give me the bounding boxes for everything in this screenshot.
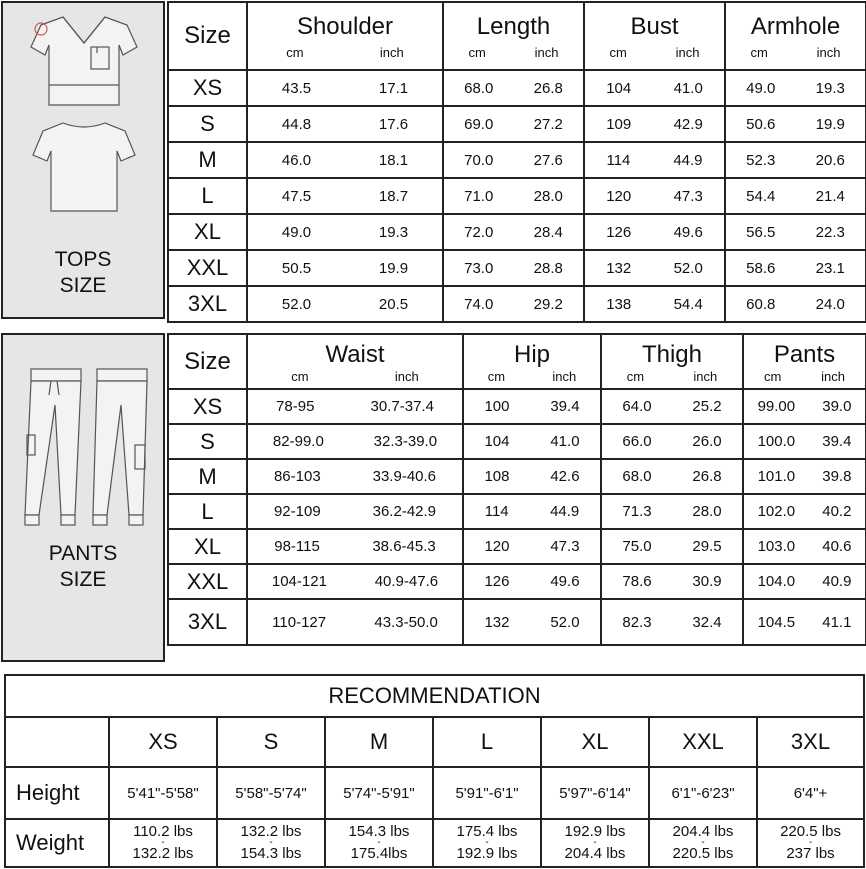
weight-to: 220.5 lbs [672,845,734,862]
value-cell: 60.8 [746,295,776,313]
pants-size-table [167,333,866,646]
table-row [168,599,866,645]
weight-to: 132.2 lbs [132,845,194,862]
unit-label: cm [609,45,627,60]
value-cell: 126 [606,223,632,241]
unit-label: cm [626,368,645,384]
value-cell: 18.1 [378,151,409,169]
jogger-pants-icon [5,365,165,555]
value-cell: 114 [606,151,631,169]
value-cell: 52.0 [550,613,580,631]
value-cell: 46.0 [281,151,312,169]
table-row [168,142,866,178]
height-cell: 6'1"-6'23" [649,767,757,819]
pants-label-line1: PANTS [48,542,118,565]
value-cell: 54.4 [673,295,703,313]
value-cell: 101.0 [757,468,796,485]
tops-col-header [584,2,725,70]
value-cell: 78-95 [276,398,315,415]
value-cell: 43.5 [281,79,312,97]
size-cell: 3XL [757,717,864,767]
size-cell: S [168,424,247,459]
value-cell: 27.6 [533,151,563,169]
value-cell: 108 [484,468,510,485]
pants-label-line2: SIZE [59,568,107,591]
unit-label: cm [291,368,309,384]
tops-size-header: Size [168,2,247,70]
value-cell: 109 [606,115,632,133]
unit-label: cm [763,368,782,384]
value-cell: 36.2-42.9 [372,503,437,520]
value-cell: 126 [484,573,510,590]
value-cell: 30.9 [692,573,722,590]
tops-label-line1: TOPS [54,248,112,271]
value-cell: 32.3-39.0 [373,433,438,450]
value-cell: 49.6 [673,223,703,241]
weight-separator: - [593,837,597,848]
value-cell: 49.0 [746,79,776,97]
size-cell: XS [168,389,247,424]
size-cell: XXL [649,717,757,767]
weight-from: 204.4 lbs [672,823,734,840]
size-cell: XXL [168,250,247,286]
pants-col-name: Thigh [641,340,703,368]
value-cell: 29.2 [533,295,563,313]
unit-label: inch [394,368,419,384]
weight-from: 192.9 lbs [564,823,626,840]
value-cell: 71.0 [464,187,494,205]
pants-header-row [168,334,866,389]
value-cell: 104-121 [271,573,327,590]
value-cell: 110-127 [272,613,327,631]
value-cell: 17.1 [378,79,409,97]
size-cell: XS [109,717,217,767]
size-cell: XL [168,529,247,564]
value-cell: 104.0 [757,573,796,590]
weight-separator: - [269,837,273,848]
value-cell: 103.0 [757,538,796,555]
tops-col-name: Length [476,13,551,40]
value-cell: 44.8 [281,115,312,133]
tops-col-name: Armhole [750,13,841,40]
unit-label: cm [750,45,768,60]
unit-label: inch [379,45,404,60]
value-cell: 33.9-40.6 [372,468,437,485]
value-cell: 138 [606,295,632,313]
size-cell: 3XL [168,286,247,322]
recommendation-table [4,674,865,868]
value-cell: 120 [606,187,632,205]
value-cell: 28.0 [533,187,563,205]
pants-col-header [247,334,463,389]
value-cell: 20.6 [815,151,845,169]
value-cell: 92-109 [273,503,321,520]
value-cell: 50.6 [746,115,776,133]
value-cell: 72.0 [464,223,494,241]
value-cell: 26.0 [692,433,722,450]
height-cell: 5'58"-5'74" [217,767,325,819]
value-cell: 75.0 [622,538,652,555]
height-cell: 5'91"-6'1" [433,767,541,819]
weight-separator: - [377,837,381,848]
value-cell: 120 [484,538,510,555]
value-cell: 132 [484,613,510,631]
size-cell: M [168,142,247,178]
value-cell: 26.8 [692,468,722,485]
value-cell: 39.4 [822,433,852,450]
table-row [168,286,866,322]
table-row [168,494,866,529]
value-cell: 98-115 [274,538,320,555]
value-cell: 104.5 [757,613,796,631]
value-cell: 24.0 [815,295,845,313]
pants-col-header [743,334,866,389]
weight-separator: - [161,837,165,848]
value-cell: 38.6-45.3 [372,538,436,555]
size-cell: S [168,106,247,142]
recommendation-height-row [5,767,864,819]
value-cell: 29.5 [692,538,722,555]
size-cell: L [433,717,541,767]
unit-label: cm [487,368,506,384]
weight-from: 132.2 lbs [240,823,302,840]
value-cell: 17.6 [378,115,409,133]
value-cell: 56.5 [746,223,776,241]
weight-separator: - [808,837,813,848]
unit-label: cm [286,45,304,60]
value-cell: 66.0 [622,433,652,450]
size-cell: XS [168,70,247,106]
unit-label: inch [821,368,846,384]
value-cell: 100 [484,398,510,415]
table-row [168,70,866,106]
unit-label: inch [534,45,559,60]
table-row [168,106,866,142]
value-cell: 49.6 [550,573,580,590]
value-cell: 18.7 [378,187,409,205]
pants-image-panel [1,333,165,662]
pants-col-header [601,334,743,389]
value-cell: 71.3 [622,503,652,520]
recommendation-size-row [5,717,864,767]
weight-to: 204.4 lbs [564,845,626,862]
value-cell: 52.0 [673,259,703,277]
value-cell: 47.3 [673,187,703,205]
tops-col-header [247,2,443,70]
value-cell: 100.0 [757,433,796,450]
value-cell: 82.3 [622,613,652,631]
size-cell: 3XL [168,599,247,645]
table-row [168,214,866,250]
size-cell: XL [168,214,247,250]
tops-header-row [168,2,866,70]
unit-label: inch [552,368,577,384]
tops-col-name: Shoulder [296,13,394,40]
weight-to: 237 lbs [786,845,835,862]
value-cell: 28.4 [533,223,563,241]
value-cell: 104 [606,79,632,97]
value-cell: 58.6 [746,259,776,277]
value-cell: 19.9 [815,115,845,133]
weight-separator: - [485,837,489,848]
table-row [168,424,866,459]
size-cell: M [168,459,247,494]
table-row [168,529,866,564]
value-cell: 70.0 [464,151,494,169]
height-label: Height [5,767,109,819]
size-cell: M [325,717,433,767]
height-cell: 5'41"-5'58" [109,767,217,819]
value-cell: 40.9 [822,573,852,590]
recommendation-title: RECOMMENDATION [5,675,864,717]
tops-col-name: Bust [630,13,679,40]
pants-col-header [463,334,601,389]
value-cell: 52.3 [746,151,776,169]
weight-separator: - [701,837,705,848]
recommendation-weight-row [5,819,864,867]
value-cell: 64.0 [622,398,652,415]
value-cell: 69.0 [464,115,494,133]
tops-col-header [443,2,584,70]
value-cell: 68.0 [622,468,652,485]
scrub-top-icon [5,7,165,217]
value-cell: 41.0 [673,79,703,97]
value-cell: 22.3 [815,223,845,241]
value-cell: 27.2 [533,115,563,133]
value-cell: 86-103 [273,468,321,485]
value-cell: 41.0 [550,433,580,450]
unit-label: inch [693,368,718,384]
value-cell: 32.4 [692,613,722,631]
empty-cell [5,717,109,767]
value-cell: 23.1 [815,259,845,277]
table-row [168,178,866,214]
tops-label-line2: SIZE [59,274,107,297]
value-cell: 49.0 [281,223,312,241]
size-cell: XL [541,717,649,767]
height-cell: 6'4"+ [757,767,864,819]
value-cell: 54.4 [746,187,776,205]
weight-label: Weight [5,819,109,867]
size-cell: S [217,717,325,767]
value-cell: 39.8 [822,468,852,485]
value-cell: 73.0 [464,259,494,277]
value-cell: 74.0 [464,295,494,313]
value-cell: 40.2 [822,503,852,520]
value-cell: 52.0 [281,295,312,313]
value-cell: 39.4 [550,398,580,415]
value-cell: 30.7-37.4 [370,398,434,415]
value-cell: 39.0 [822,398,852,415]
weight-to: 175.4lbs [350,845,408,862]
value-cell: 19.3 [815,79,845,97]
size-cell: L [168,178,247,214]
value-cell: 26.8 [533,79,563,97]
weight-from: 175.4 lbs [456,823,518,840]
value-cell: 104 [484,433,510,450]
value-cell: 42.6 [550,468,580,485]
tops-size-table [167,1,866,323]
height-cell: 5'74"-5'91" [325,767,433,819]
weight-to: 154.3 lbs [240,845,302,862]
table-row [168,389,866,424]
value-cell: 99.00 [757,398,796,415]
unit-label: inch [816,45,841,60]
size-cell: L [168,494,247,529]
value-cell: 19.3 [378,223,409,241]
value-cell: 43.3-50.0 [374,613,438,631]
table-row [168,459,866,494]
value-cell: 42.9 [673,115,703,133]
value-cell: 78.6 [622,573,652,590]
unit-label: cm [468,45,486,60]
weight-from: 154.3 lbs [348,823,410,840]
value-cell: 44.9 [673,151,703,169]
tops-col-header [725,2,866,70]
value-cell: 114 [484,503,509,520]
value-cell: 20.5 [378,295,409,313]
value-cell: 82-99.0 [272,433,324,450]
pants-size-header: Size [168,334,247,389]
height-cell: 5'97"-6'14" [541,767,649,819]
value-cell: 44.9 [550,503,580,520]
pants-col-name: Pants [773,340,836,368]
value-cell: 19.9 [378,259,409,277]
value-cell: 50.5 [281,259,312,277]
table-row [168,250,866,286]
weight-from: 220.5 lbs [780,823,841,840]
size-cell: XXL [168,564,247,599]
value-cell: 25.2 [692,398,722,415]
pants-col-name: Hip [513,340,550,368]
weight-to: 192.9 lbs [456,845,518,862]
tops-image-panel [1,1,165,319]
value-cell: 21.4 [815,187,845,205]
table-row [168,564,866,599]
value-cell: 28.0 [692,503,722,520]
value-cell: 40.6 [822,538,852,555]
value-cell: 47.3 [550,538,580,555]
value-cell: 41.1 [822,613,852,631]
weight-from: 110.2 lbs [133,823,193,840]
pants-col-name: Waist [325,340,385,368]
value-cell: 40.9-47.6 [374,573,439,590]
value-cell: 68.0 [464,79,494,97]
unit-label: inch [675,45,700,60]
value-cell: 28.8 [533,259,563,277]
value-cell: 102.0 [757,503,796,520]
value-cell: 132 [606,259,632,277]
value-cell: 47.5 [281,187,312,205]
